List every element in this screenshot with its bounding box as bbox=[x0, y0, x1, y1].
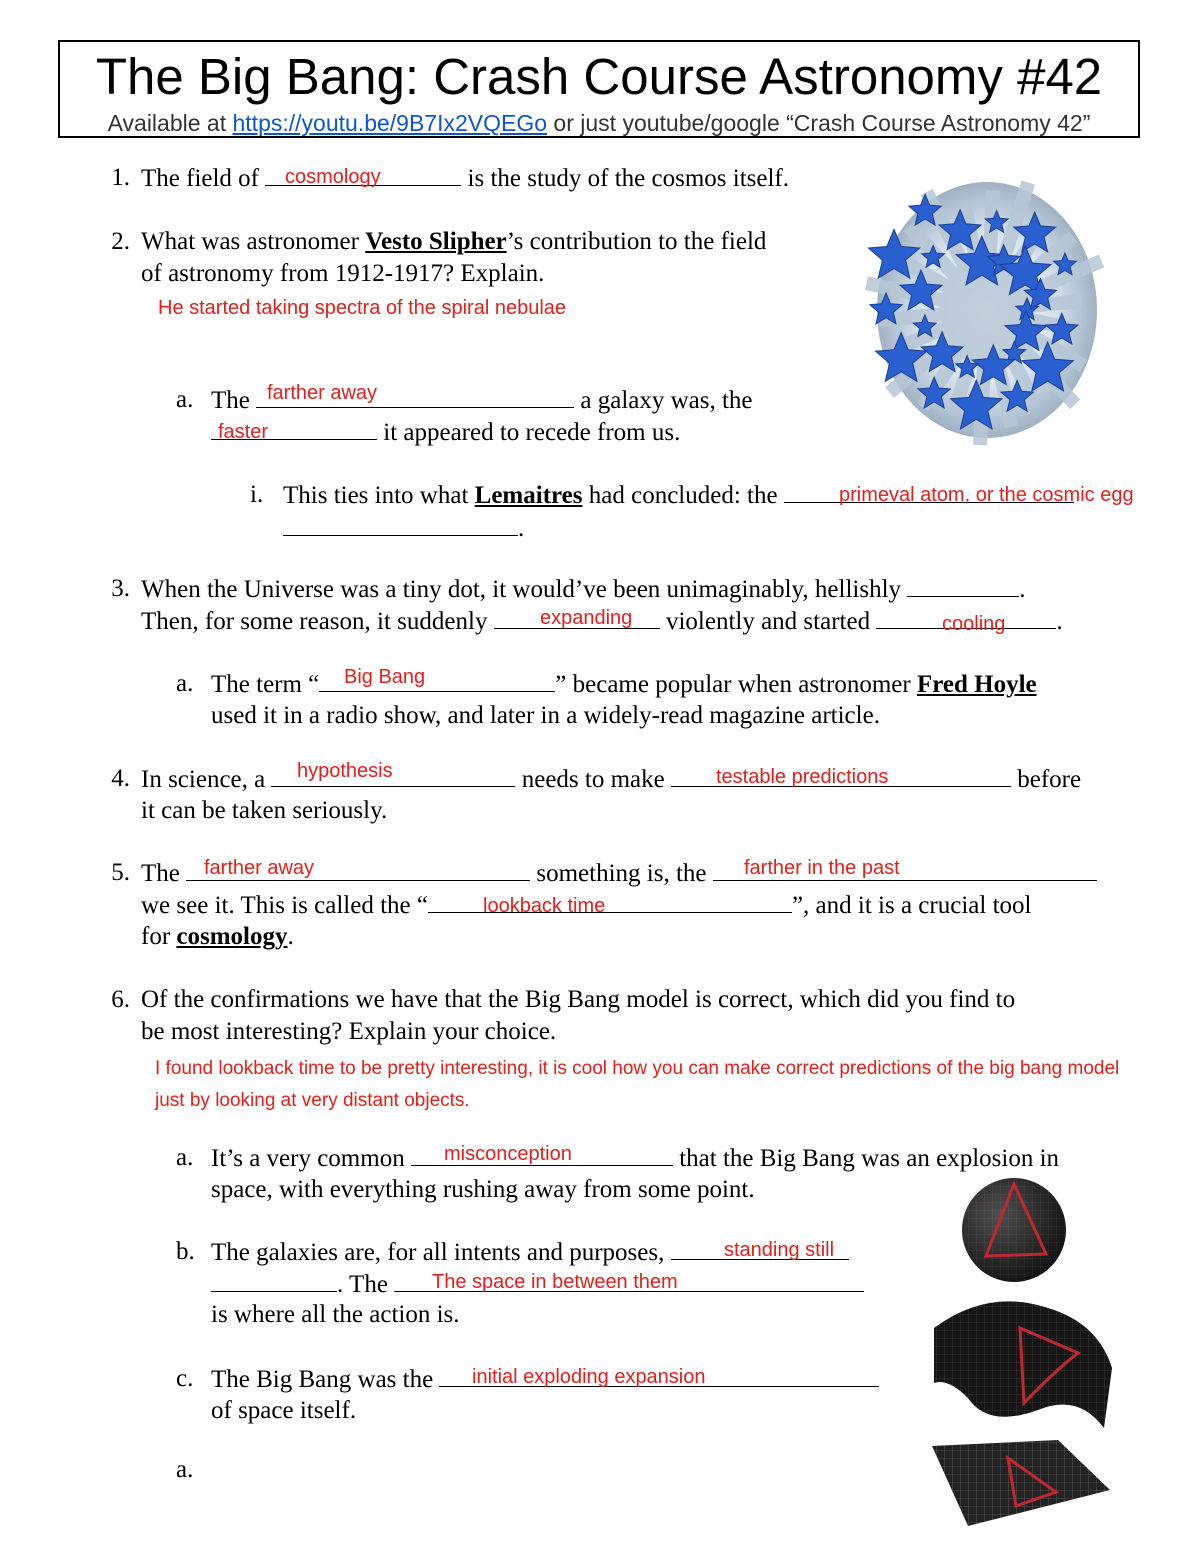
q6b-pre: The galaxies are, for all intents and purposes, bbox=[211, 1239, 671, 1266]
q3a-line2: used it in a radio show, and later in a widely-read magazine article. bbox=[211, 702, 880, 729]
q3-line1-end: . bbox=[1019, 576, 1026, 603]
q2a-pre: The bbox=[211, 387, 257, 414]
q2i-answer: primeval atom, or the cosmic egg bbox=[839, 484, 1134, 506]
q6a-post: that the Big Bang was an explosion in bbox=[672, 1145, 1060, 1172]
q2-number: 2. bbox=[111, 228, 130, 255]
q6a-line2: space, with everything rushing away from some point. bbox=[211, 1176, 755, 1203]
saddle-shape bbox=[934, 1301, 1112, 1428]
q5-number: 5. bbox=[111, 859, 130, 886]
q3a-line1 bbox=[211, 669, 1037, 700]
q6c-answer: initial exploding expansion bbox=[472, 1366, 706, 1388]
q3-line1 bbox=[141, 574, 1026, 605]
q2i-pre: This ties into what bbox=[283, 482, 475, 509]
q5-answer3: lookback time bbox=[483, 895, 606, 917]
q6b-line2-mid: . The bbox=[337, 1271, 395, 1298]
q2i-mid: had concluded: the bbox=[582, 482, 784, 509]
q5-line2-pre: we see it. This is called the “ bbox=[141, 892, 428, 919]
q1-post: is the study of the cosmos itself. bbox=[461, 165, 790, 192]
q2a-line2 bbox=[211, 417, 680, 448]
q3-answer2: cooling bbox=[942, 613, 1006, 635]
q6-line2: be most interesting? Explain your choice. bbox=[141, 1018, 557, 1045]
q3-blank0[interactable] bbox=[907, 574, 1019, 597]
q3a-name: Fred Hoyle bbox=[916, 671, 1037, 698]
q2i-blank2[interactable] bbox=[283, 513, 518, 536]
q3a-label: a. bbox=[176, 670, 194, 697]
q2a-answer1: farther away bbox=[267, 382, 378, 404]
q3a-pre: The term “ bbox=[211, 671, 320, 698]
q1-text bbox=[141, 163, 789, 194]
q3-line2-pre: Then, for some reason, it suddenly bbox=[141, 608, 494, 635]
video-link[interactable]: https://youtu.be/9B7Ix2VQEGo bbox=[232, 110, 548, 136]
subtitle-suffix: or just youtube/google “Crash Course Astronomy 42” bbox=[547, 110, 1091, 136]
q2i-line2 bbox=[283, 513, 524, 544]
q6-answer-line2: just by looking at very distant objects. bbox=[155, 1090, 470, 1111]
flat-plane-shape bbox=[932, 1440, 1110, 1526]
q6a-pre: It’s a very common bbox=[211, 1145, 411, 1172]
q5-line2-post: ”, and it is a crucial tool bbox=[791, 892, 1032, 919]
q4-number: 4. bbox=[111, 765, 130, 792]
page-title: The Big Bang: Crash Course Astronomy #42 bbox=[95, 48, 1103, 105]
sphere-shape bbox=[962, 1178, 1066, 1282]
q3-line2-mid: violently and started bbox=[659, 608, 877, 635]
q3-answer1: expanding bbox=[540, 607, 633, 629]
q4-line2: it can be taken seriously. bbox=[141, 797, 388, 824]
q1-number: 1. bbox=[111, 164, 130, 191]
q3a-mid: ” became popular when astronomer bbox=[555, 671, 917, 698]
q5-pre: The bbox=[141, 860, 187, 887]
q6b-label: b. bbox=[176, 1238, 195, 1265]
q2i-end: . bbox=[518, 515, 525, 542]
q5-line3-end: . bbox=[287, 923, 294, 950]
q5-mid: something is, the bbox=[530, 860, 713, 887]
q3-line1-text: When the Universe was a tiny dot, it would’ve been unimaginably, hellishly bbox=[141, 576, 908, 603]
q2-line1 bbox=[141, 227, 766, 257]
q6a-answer: misconception bbox=[444, 1143, 572, 1165]
q6b-blank2[interactable] bbox=[211, 1269, 337, 1292]
q5-answer1: farther away bbox=[204, 857, 315, 879]
q4-answer2: testable predictions bbox=[716, 766, 889, 788]
q6a-line1 bbox=[211, 1143, 1059, 1174]
subtitle-prefix: Available at bbox=[107, 110, 233, 136]
q2i-name: Lemaitres bbox=[474, 482, 583, 509]
q4-answer1: hypothesis bbox=[297, 760, 393, 782]
q6c-line2: of space itself. bbox=[211, 1397, 357, 1424]
q5-line3 bbox=[141, 922, 294, 952]
subtitle bbox=[60, 110, 1138, 136]
q6-line1: Of the confirmations we have that the Big Bang model is correct, which did you find to bbox=[141, 986, 1016, 1013]
q2i-label: i. bbox=[250, 481, 264, 508]
q2-line2: of astronomy from 1912-1917? Explain. bbox=[141, 260, 545, 287]
q5-term: cosmology bbox=[176, 923, 288, 950]
q5-line3-pre: for bbox=[141, 923, 177, 950]
q2a-post: it appeared to recede from us. bbox=[377, 419, 681, 446]
q6d-label: a. bbox=[176, 1456, 194, 1483]
q4-line1 bbox=[141, 764, 1081, 795]
q2-answer: He started taking spectra of the spiral nebulae bbox=[158, 297, 567, 319]
q4-pre: In science, a bbox=[141, 766, 272, 793]
q2-post: ’s contribution to the field bbox=[506, 228, 767, 255]
q3-line2-end: . bbox=[1056, 608, 1063, 635]
title-box bbox=[58, 40, 1140, 138]
q4-mid: needs to make bbox=[515, 766, 671, 793]
q2a-answer2: faster bbox=[218, 421, 269, 443]
q6c-label: c. bbox=[176, 1365, 194, 1392]
q3a-answer: Big Bang bbox=[344, 666, 426, 688]
q2a-label: a. bbox=[176, 386, 194, 413]
q6a-label: a. bbox=[176, 1144, 194, 1171]
q2-name: Vesto Slipher bbox=[365, 228, 507, 255]
q2-pre: What was astronomer bbox=[141, 228, 366, 255]
q6b-line3: is where all the action is. bbox=[211, 1301, 460, 1328]
q6-number: 6. bbox=[111, 986, 130, 1013]
q6b-answer1: standing still bbox=[724, 1239, 835, 1261]
q6-answer-line1: I found lookback time to be pretty interesting, it is cool how you can make correct predictions of the big bang model bbox=[155, 1058, 1120, 1079]
curvature-shapes-illustration bbox=[928, 1178, 1114, 1530]
q3-number: 3. bbox=[111, 575, 130, 602]
q2a-mid: a galaxy was, the bbox=[574, 387, 753, 414]
q5-answer2: farther in the past bbox=[744, 857, 900, 879]
q1-answer: cosmology bbox=[285, 166, 381, 188]
q6b-answer2: The space in between them bbox=[432, 1271, 678, 1293]
q1-pre: The field of bbox=[141, 165, 266, 192]
q4-post: before bbox=[1011, 766, 1082, 793]
q6c-pre: The Big Bang was the bbox=[211, 1366, 440, 1393]
star-burst-illustration bbox=[852, 160, 1122, 460]
